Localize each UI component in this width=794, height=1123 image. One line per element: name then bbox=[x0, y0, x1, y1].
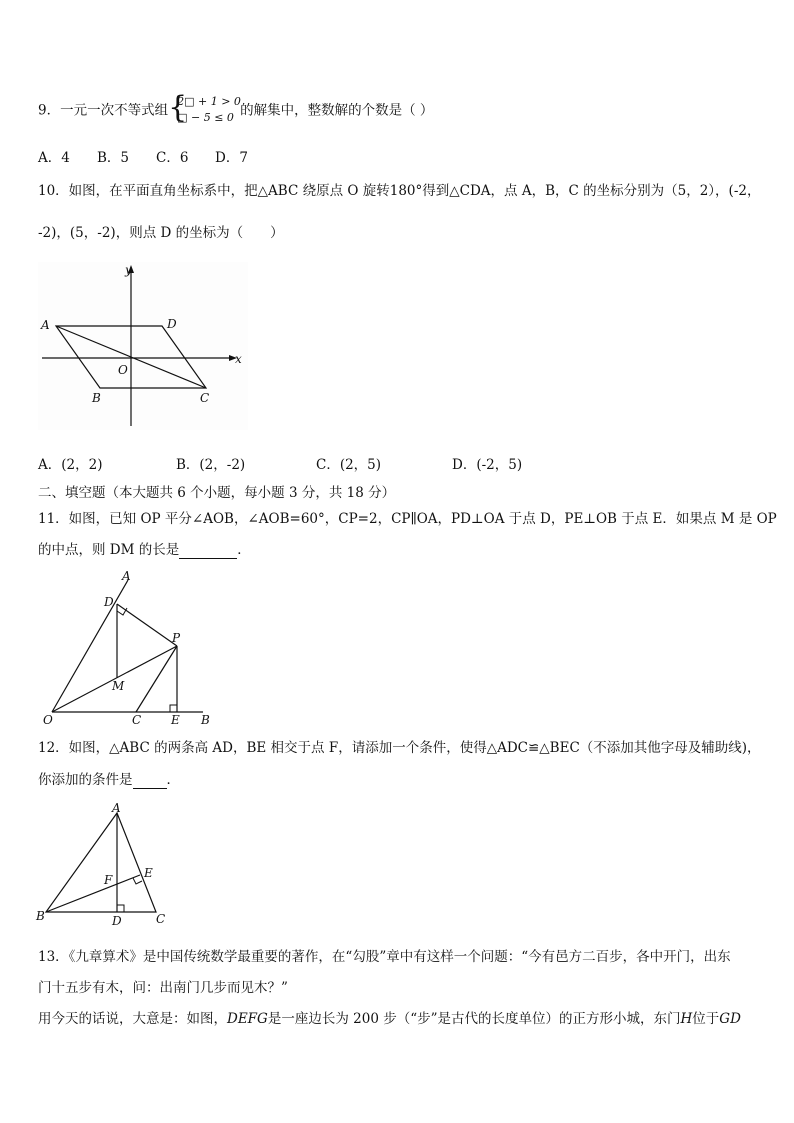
q11-right-angle-d bbox=[117, 608, 127, 615]
q9-option-d: D．7 bbox=[215, 150, 248, 166]
q13-line-3-e: 位于 bbox=[692, 1011, 720, 1027]
q12-answer-blank bbox=[133, 774, 167, 789]
q10-line-1: 10．如图，在平面直角坐标系中，把△ABC 绕原点 O 旋转180°得到△CDA，点 A，B，C 的坐标分别为（5，2），(-2， bbox=[38, 183, 761, 199]
q12-label-e: E bbox=[144, 866, 153, 880]
q13-line-3-c: 是一座边长为 200 步（“步”是古代的长度单位）的正方形小城，东门 bbox=[267, 1011, 681, 1027]
q13-line-2: 门十五步有木，问：出南门几步而见木？” bbox=[38, 980, 288, 996]
q10-label-b: B bbox=[92, 391, 101, 405]
q9-inequality-row-1: 2□ + 1 > 0 bbox=[177, 95, 241, 108]
q12-label-a: A bbox=[112, 801, 121, 815]
q10-figure bbox=[38, 262, 248, 430]
q12-figure bbox=[34, 800, 174, 928]
q11-label-p: P bbox=[172, 631, 181, 645]
q10-option-d: D．(-2，5) bbox=[452, 457, 523, 473]
q12-label-d: D bbox=[112, 914, 122, 928]
q11-answer-blank bbox=[179, 544, 237, 559]
q11-segment-cp bbox=[136, 646, 177, 712]
q9-option-a: A．4 bbox=[38, 150, 70, 166]
q12-label-f: F bbox=[104, 873, 113, 887]
q11-label-m: M bbox=[112, 679, 125, 693]
q13-line-3 bbox=[38, 1010, 741, 1028]
q9-text-before: 9．一元一次不等式组 bbox=[38, 102, 169, 119]
q12-line-1: 12．如图，△ABC 的两条高 AD，BE 相交于点 F，请添加一个条件，使得△ADC≌△BEC（不添加其他字母及辅助线)， bbox=[38, 740, 761, 756]
q12-text-after: ． bbox=[166, 772, 180, 788]
q12-triangle-abc bbox=[46, 813, 156, 912]
q10-option-b: B．(2，-2) bbox=[176, 457, 246, 473]
q12-label-b: B bbox=[36, 909, 45, 923]
q12-text-before: 你添加的条件是 bbox=[38, 772, 133, 788]
q11-label-o: O bbox=[43, 713, 53, 727]
q9-option-c: C．6 bbox=[156, 150, 189, 166]
q13-square-name: DEFG bbox=[227, 1011, 268, 1027]
q10-line-2: -2)，(5，-2)，则点 D 的坐标为（ ） bbox=[38, 225, 284, 241]
q11-text-after: ． bbox=[237, 542, 251, 558]
q11-right-angle-e bbox=[170, 705, 177, 712]
q10-label-c: C bbox=[200, 391, 210, 405]
q10-label-x: x bbox=[235, 352, 242, 366]
q10-option-c: C．(2，5) bbox=[316, 457, 382, 473]
q11-figure bbox=[38, 566, 218, 728]
q13-line-3-a: 用今天的话说，大意是：如图， bbox=[38, 1011, 227, 1027]
q11-label-a: A bbox=[122, 569, 131, 583]
q11-label-c: C bbox=[132, 713, 142, 727]
q11-label-e: E bbox=[171, 713, 180, 727]
q10-option-a: A．(2，2) bbox=[38, 457, 103, 473]
q12-label-c: C bbox=[156, 912, 166, 926]
q10-label-a: A bbox=[41, 318, 50, 332]
q9-inequality-row-2: □ − 5 ≤ 0 bbox=[177, 111, 234, 124]
q11-line-2 bbox=[38, 541, 251, 559]
q10-label-d: D bbox=[167, 317, 177, 331]
q9-option-b: B．5 bbox=[97, 150, 130, 166]
q9-inequality-system: { 2□ + 1 > 0 □ − 5 ≤ 0 bbox=[168, 90, 241, 125]
q11-line-1: 11．如图，已知 OP 平分∠AOB，∠AOB=60°，CP=2，CP∥OA，PD⊥OA 于点 D，PE⊥OB 于点 E．如果点 M 是 OP bbox=[38, 511, 777, 527]
q12-right-angle-e bbox=[133, 878, 142, 884]
q10-label-y: y bbox=[125, 263, 132, 277]
q9-stem bbox=[38, 90, 434, 126]
q13-gate-h: H bbox=[680, 1011, 693, 1027]
q9-text-after: 的解集中，整数解的个数是（ ） bbox=[240, 102, 434, 119]
q11-text-before: 的中点，则 DM 的长是 bbox=[38, 542, 180, 558]
q12-right-angle-d bbox=[117, 905, 124, 912]
q11-label-b: B bbox=[201, 713, 210, 727]
q12-altitude-be bbox=[46, 875, 140, 912]
q10-label-o: O bbox=[118, 363, 128, 377]
section-2-title: 二、填空题（本大题共 6 个小题，每小题 3 分，共 18 分） bbox=[38, 485, 396, 501]
q13-side-gd: GD bbox=[719, 1011, 741, 1027]
q12-line-2 bbox=[38, 771, 180, 789]
q11-label-d: D bbox=[104, 595, 114, 609]
q13-line-1: 13．《九章算术》是中国传统数学最重要的著作，在“勾股”章中有这样一个问题：“今有邑方二百步，各中开门，出东 bbox=[38, 949, 731, 965]
